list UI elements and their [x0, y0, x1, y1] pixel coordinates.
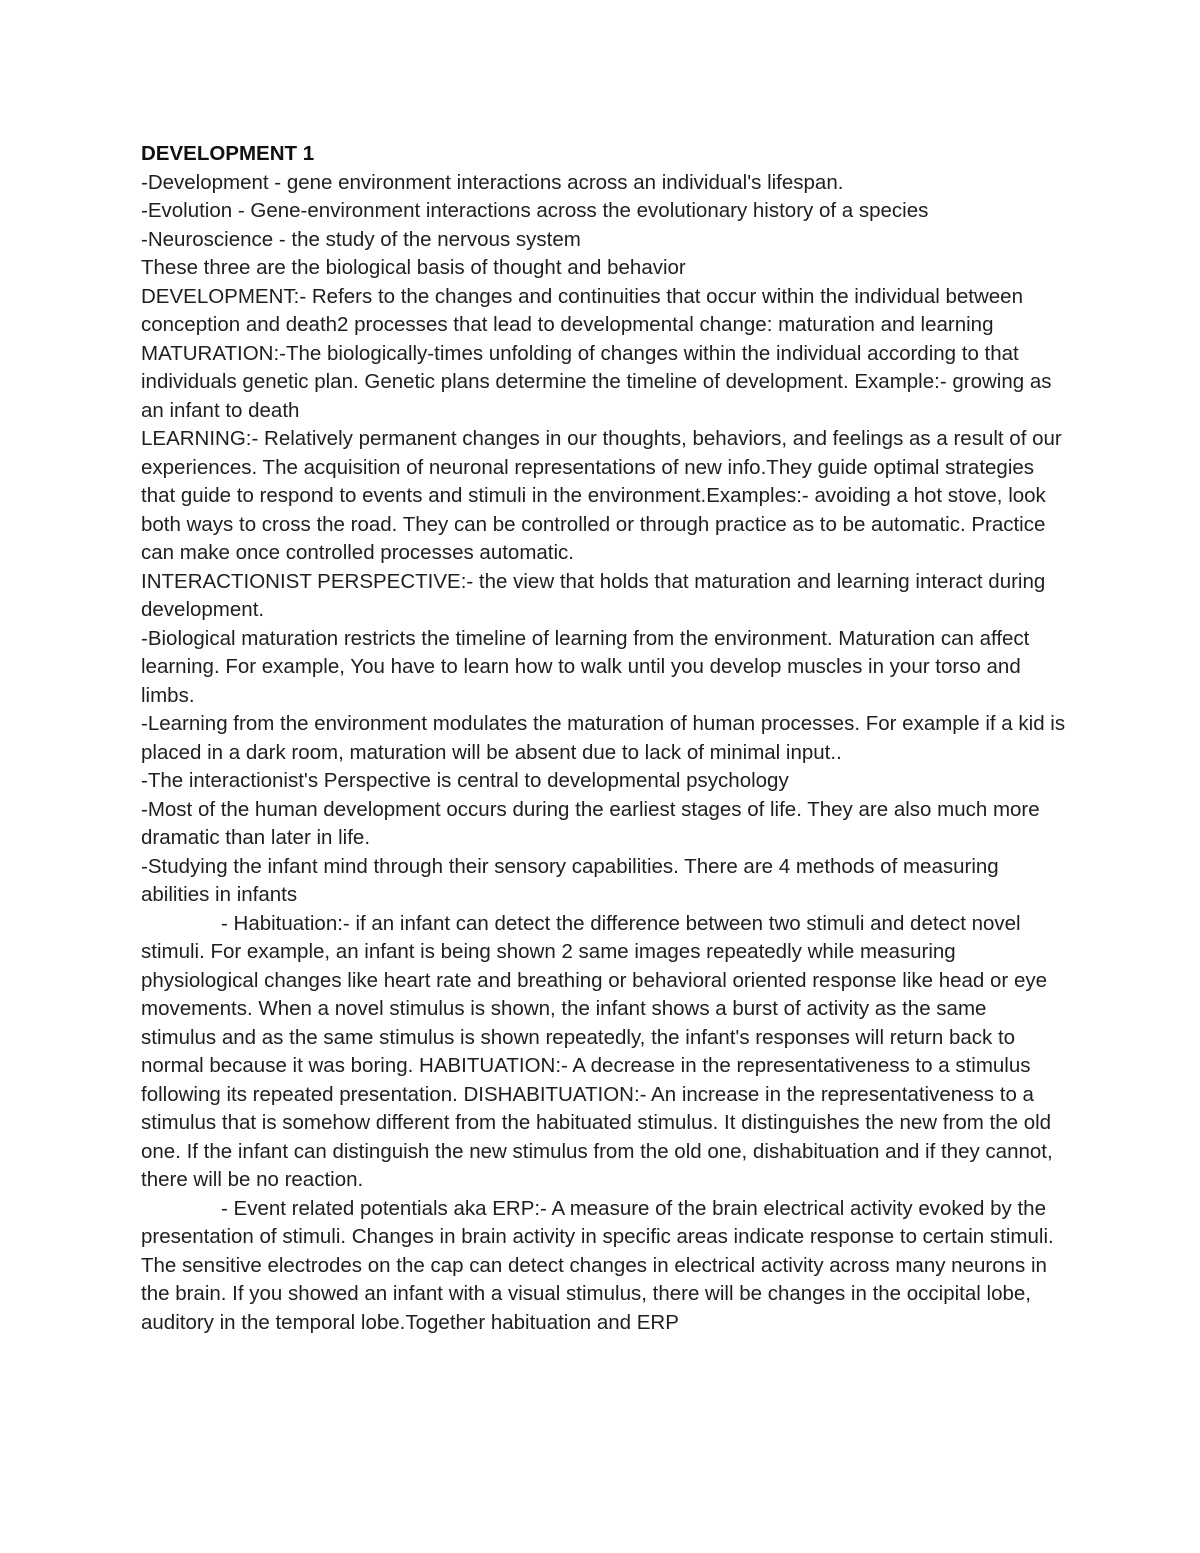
- paragraph-interactionist-central: -The interactionist's Perspective is central to developmental psychology: [141, 769, 789, 792]
- paragraph-biological-maturation: -Biological maturation restricts the timeline of learning from the environment. Maturation can affect learning. For example, You have to learn how to walk until you develop muscles in your torso and limbs.: [141, 626, 1030, 707]
- document-title: DEVELOPMENT 1: [141, 142, 315, 165]
- paragraph-maturation: MATURATION:-The biologically-times unfolding of changes within the individual according to that individuals genetic plan. Genetic plans determine the timeline of development. Example:- growing as an infant to death: [141, 341, 1052, 422]
- paragraph-biological-basis: These three are the biological basis of thought and behavior: [141, 256, 686, 279]
- paragraph-erp: - Event related potentials aka ERP:- A measure of the brain electrical activity evoked by the presentation of stimuli. Changes in brain activity in specific areas indicate response to certain stimuli. The sensitive electrodes on the cap can detect changes in electrical activity across many neurons in the brain. If you showed an infant with a visual stimulus, there will be changes in the occipital lobe, auditory in the temporal lobe.Together habituation and ERP: [141, 1196, 1054, 1334]
- paragraph-habituation: - Habituation:- if an infant can detect the difference between two stimuli and detect novel stimuli. For example, an infant is being shown 2 same images repeatedly while measuring physiological changes like heart rate and breathing or behavioral oriented response like head or eye movements. When a novel stimulus is shown, the infant shows a burst of activity as the same stimulus and as the same stimulus is shown repeatedly, the infant's responses will return back to normal because it was boring. HABITUATION:- A decrease in the representativeness to a stimulus following its repeated presentation. DISHABITUATION:- An increase in the representativeness to a stimulus that is somehow different from the habituated stimulus. It distinguishes the new from the old one. If the infant can distinguish the new stimulus from the old one, dishabituation and if they cannot, there will be no reaction.: [141, 911, 1053, 1191]
- paragraph-development-definition: -Development - gene environment interactions across an individual's lifespan.: [141, 170, 844, 194]
- paragraph-interactionist-perspective: INTERACTIONIST PERSPECTIVE:- the view that holds that maturation and learning interact during development.: [141, 569, 1046, 621]
- paragraph-learning-environment: -Learning from the environment modulates the maturation of human processes. For example if a kid is placed in a dark room, maturation will be absent due to lack of minimal input..: [141, 712, 1066, 764]
- paragraph-early-development: -Most of the human development occurs during the earliest stages of life. They are also much more dramatic than later in life.: [141, 797, 1040, 849]
- paragraph-neuroscience-definition: -Neuroscience - the study of the nervous system: [141, 227, 581, 251]
- paragraph-evolution-definition: -Evolution - Gene-environment interactions across the evolutionary history of a species: [141, 199, 929, 222]
- document-body: [141, 140, 1066, 1337]
- paragraph-learning: LEARNING:- Relatively permanent changes in our thoughts, behaviors, and feelings as a result of our experiences. The acquisition of neuronal representations of new info.They guide optimal strategies that guide to respond to events and stimuli in the environment.Examples:- avoiding a hot stove, look both ways to cross the road. They can be controlled or through practice as to be automatic. Practice can make once controlled processes automatic.: [141, 427, 1062, 564]
- paragraph-infant-mind: -Studying the infant mind through their sensory capabilities. There are 4 methods of measuring abilities in infants: [141, 854, 999, 906]
- paragraph-development: DEVELOPMENT:- Refers to the changes and continuities that occur within the individual between conception and death2 processes that lead to developmental change: maturation and learning: [141, 284, 1023, 336]
